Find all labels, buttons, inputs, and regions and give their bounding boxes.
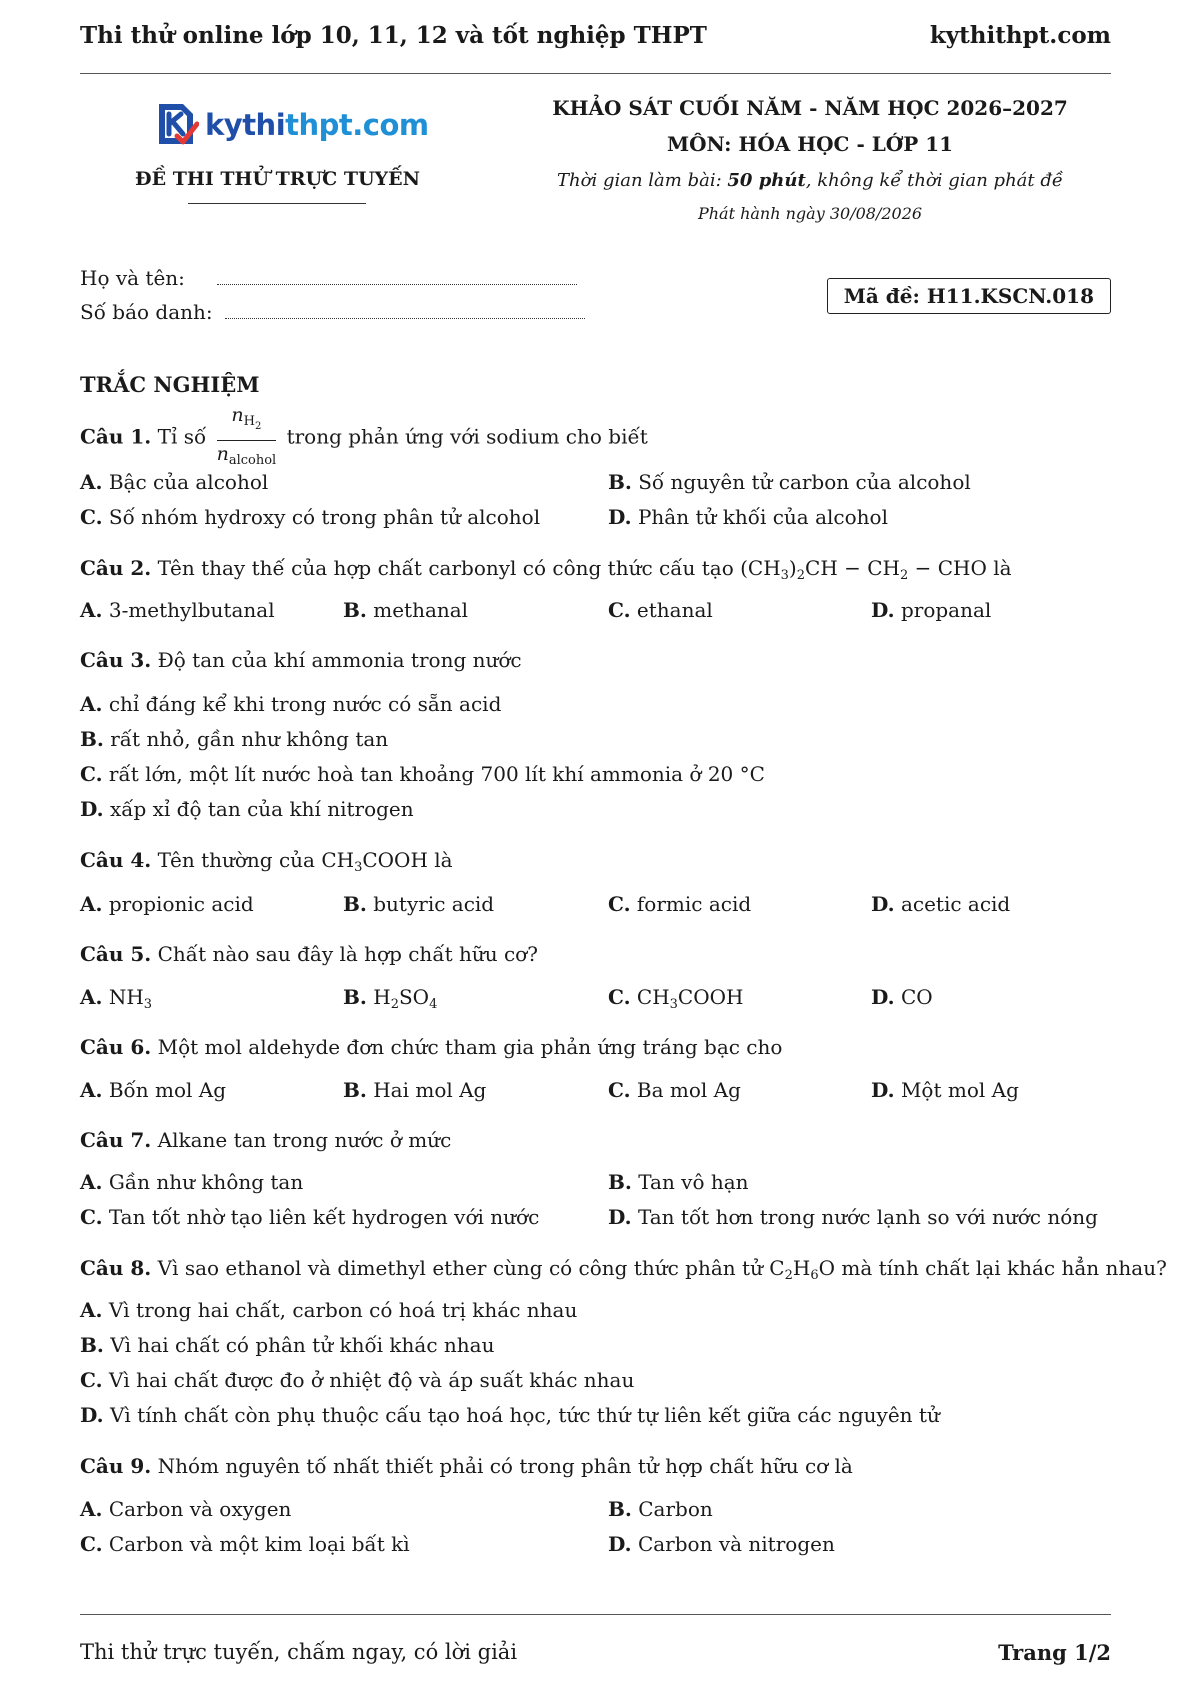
q5-option-a[interactable]: A. $NH_3$ xyxy=(80,985,153,1012)
q7-option-c[interactable]: C. Tan tốt nhờ tạo liên kết hydrogen với nước xyxy=(80,1205,540,1229)
name-field[interactable] xyxy=(80,266,577,290)
q1-option-d[interactable]: D. Phân tử khối của alcohol xyxy=(608,505,888,529)
q6-option-a[interactable]: A. Bốn mol Ag xyxy=(80,1078,227,1102)
q2-option-a[interactable]: A. 3-methylbutanal xyxy=(80,598,275,622)
footer-divider xyxy=(80,1614,1111,1615)
subtitle-underline xyxy=(188,203,366,204)
name-blank[interactable] xyxy=(217,266,577,285)
question-8: Câu 8. Vì sao ethanol và dimethyl ether cùng có công thức phân tử $C_2H_6O$ mà tính chất lại khác hẳn nhau? xyxy=(80,1256,1167,1283)
q9-option-d[interactable]: D. Carbon và nitrogen xyxy=(608,1532,835,1556)
q7-option-b[interactable]: B. Tan vô hạn xyxy=(608,1170,749,1194)
q8-option-b[interactable]: B. Vì hai chất có phân tử khối khác nhau xyxy=(80,1333,495,1357)
q1-option-b[interactable]: B. Số nguyên tử carbon của alcohol xyxy=(608,470,971,494)
section-title: TRẮC NGHIỆM xyxy=(80,372,260,397)
ratio-fraction: $\frac{n_{H_2}}{n_{alcohol}}$ xyxy=(216,404,277,468)
q6-option-b[interactable]: B. Hai mol Ag xyxy=(343,1078,487,1102)
q4-option-b[interactable]: B. butyric acid xyxy=(343,892,495,916)
question-3: Câu 3. Độ tan của khí ammonia trong nước xyxy=(80,648,522,672)
q2-option-c[interactable]: C. ethanal xyxy=(608,598,713,622)
subtitle: ĐỀ THI THỬ TRỰC TUYẾN xyxy=(135,168,420,190)
q5-option-c[interactable]: C. $CH_3COOH$ xyxy=(608,985,744,1012)
q6-option-c[interactable]: C. Ba mol Ag xyxy=(608,1078,741,1102)
q9-option-c[interactable]: C. Carbon và một kim loại bất kì xyxy=(80,1532,410,1556)
id-blank[interactable] xyxy=(225,300,585,319)
q2-option-d[interactable]: D. propanal xyxy=(871,598,992,622)
exam-time: Thời gian làm bài: 50 phút, không kể thời gian phát đề xyxy=(557,170,1063,191)
q1-option-c[interactable]: C. Số nhóm hydroxy có trong phân tử alcohol xyxy=(80,505,541,529)
exam-subject: MÔN: HÓA HỌC - LỚP 11 xyxy=(666,132,954,156)
q3-option-a[interactable]: A. chỉ đáng kể khi trong nước có sẵn acid xyxy=(80,692,502,716)
question-1: Câu 1. Tỉ số $\frac{n_{H_2}}{n_{alcohol}}$ trong phản ứng với sodium cho biết xyxy=(80,402,648,474)
q4-option-c[interactable]: C. formic acid xyxy=(608,892,752,916)
header-right: kythithpt.com xyxy=(929,22,1111,49)
q8-option-d[interactable]: D. Vì tính chất còn phụ thuộc cấu tạo hoá học, tức thứ tự liên kết giữa các nguyên tử xyxy=(80,1403,940,1427)
q4-option-d[interactable]: D. acetic acid xyxy=(871,892,1011,916)
header-left: Thi thử online lớp 10, 11, 12 và tốt nghiệp THPT xyxy=(80,22,707,49)
q7-option-a[interactable]: A. Gần như không tan xyxy=(80,1170,304,1194)
exam-release: Phát hành ngày 30/08/2026 xyxy=(697,204,923,223)
exam-title: KHẢO SÁT CUỐI NĂM - NĂM HỌC 2026–2027 xyxy=(552,96,1068,120)
id-field[interactable] xyxy=(80,300,585,324)
question-2: Câu 2. Tên thay thế của hợp chất carbonyl có công thức cấu tạo $(CH_3)_2CH - CH_2$ − CHO là xyxy=(80,556,1012,583)
q9-option-a[interactable]: A. Carbon và oxygen xyxy=(80,1497,292,1521)
q5-option-b[interactable]: B. $H_2SO_4$ xyxy=(343,985,438,1012)
q2-option-b[interactable]: B. methanal xyxy=(343,598,469,622)
q1-option-a[interactable]: A. Bậc của alcohol xyxy=(80,470,269,494)
q8-option-a[interactable]: A. Vì trong hai chất, carbon có hoá trị khác nhau xyxy=(80,1298,578,1322)
question-6: Câu 6. Một mol aldehyde đơn chức tham gia phản ứng tráng bạc cho xyxy=(80,1035,783,1059)
question-9: Câu 9. Nhóm nguyên tố nhất thiết phải có trong phân tử hợp chất hữu cơ là xyxy=(80,1454,853,1478)
q4-option-a[interactable]: A. propionic acid xyxy=(80,892,254,916)
q9-option-b[interactable]: B. Carbon xyxy=(608,1497,713,1521)
q8-option-c[interactable]: C. Vì hai chất được đo ở nhiệt độ và áp suất khác nhau xyxy=(80,1368,635,1392)
header-divider xyxy=(80,73,1111,74)
footer-left: Thi thử trực tuyến, chấm ngay, có lời giải xyxy=(80,1640,518,1664)
question-5: Câu 5. Chất nào sau đây là hợp chất hữu cơ? xyxy=(80,942,538,966)
exam-code: Mã đề: H11.KSCN.018 xyxy=(827,278,1111,314)
name-label: Họ và tên: xyxy=(80,266,185,290)
question-4: Câu 4. Tên thường của $CH_3COOH$ là xyxy=(80,848,453,875)
q6-option-d[interactable]: D. Một mol Ag xyxy=(871,1078,1019,1102)
site-logo xyxy=(153,100,429,150)
question-7: Câu 7. Alkane tan trong nước ở mức xyxy=(80,1128,452,1152)
logo-icon xyxy=(153,100,199,150)
q3-option-c[interactable]: C. rất lớn, một lít nước hoà tan khoảng 700 lít khí ammonia ở 20 °C xyxy=(80,762,765,786)
q3-option-d[interactable]: D. xấp xỉ độ tan của khí nitrogen xyxy=(80,797,414,821)
q7-option-d[interactable]: D. Tan tốt hơn trong nước lạnh so với nước nóng xyxy=(608,1205,1098,1229)
q3-option-b[interactable]: B. rất nhỏ, gần như không tan xyxy=(80,727,389,751)
page-number: Trang 1/2 xyxy=(998,1640,1111,1665)
id-label: Số báo danh: xyxy=(80,300,213,324)
q5-option-d[interactable]: D. CO xyxy=(871,985,933,1009)
logo-text: kythithpt.com xyxy=(205,108,429,142)
